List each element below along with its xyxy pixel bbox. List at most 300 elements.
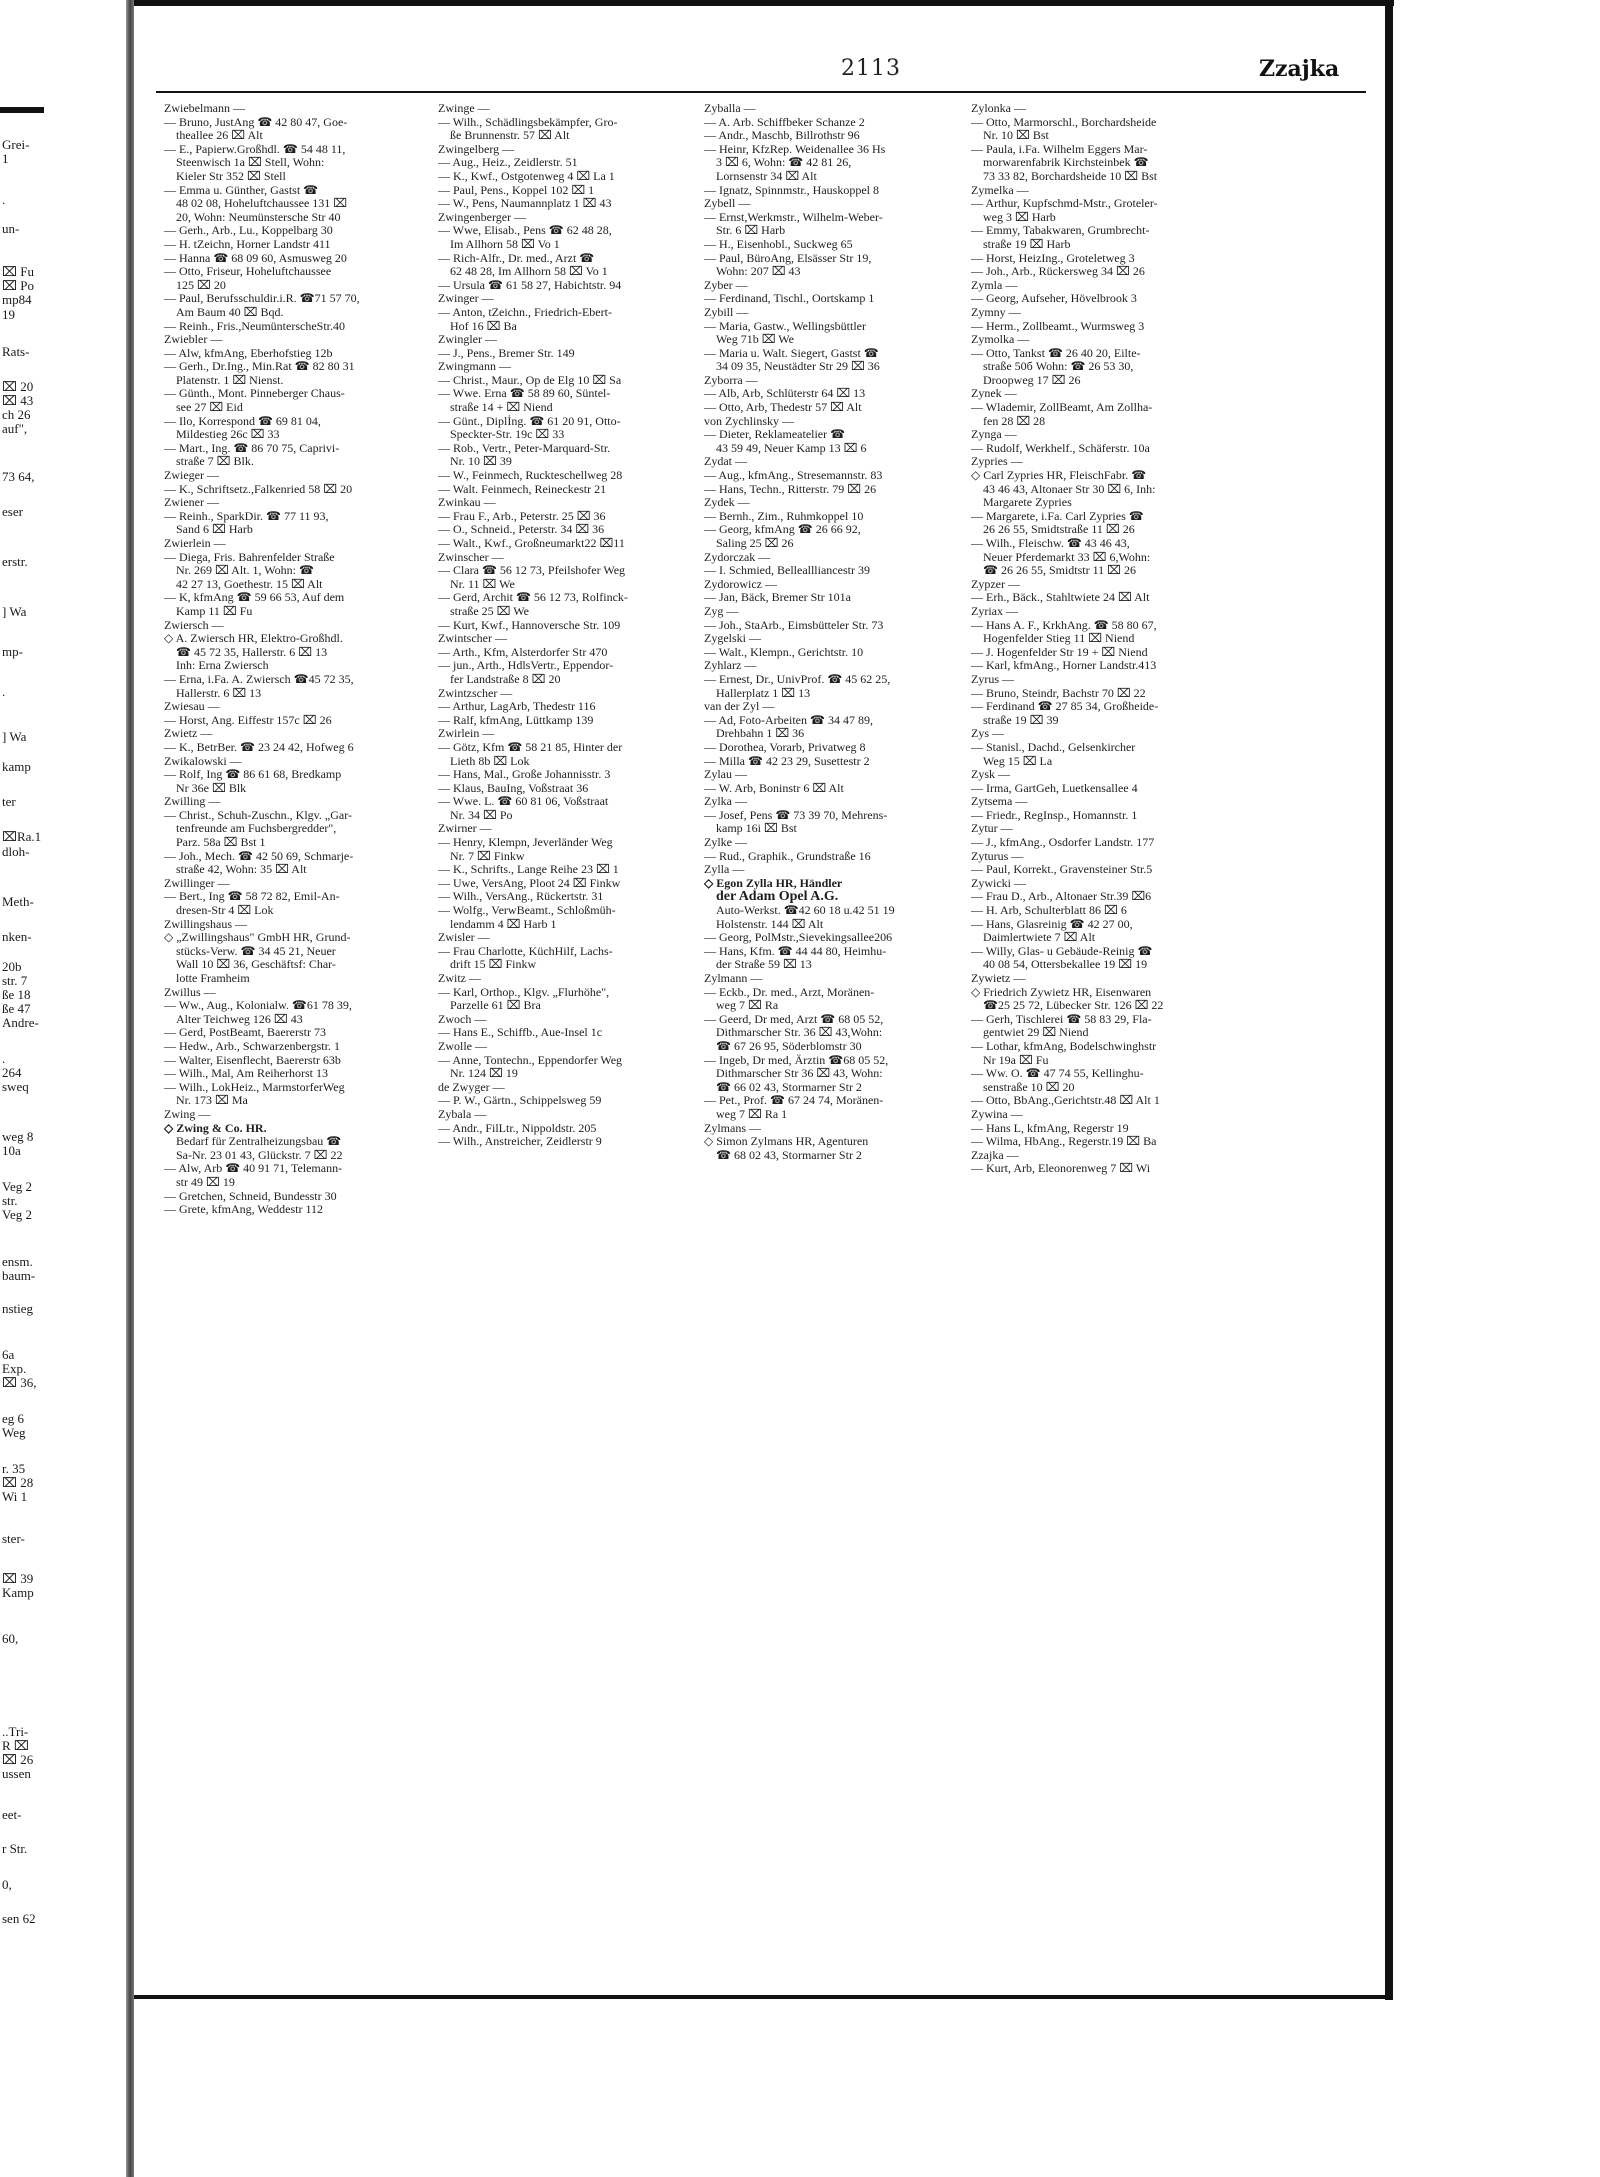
directory-line: — Wilh., VersAng., Rückertstr. 31 [438,890,604,904]
directory-line: van der Zyl — [704,700,775,714]
directory-line: Zydorczak — [704,550,771,564]
directory-line: straße 42, Wohn: 35 ⌧ Alt [176,863,307,877]
previous-page-fragment: ter [2,794,16,809]
directory-line: Zyballa — [704,102,756,115]
previous-page-fragment: ] Wa [2,729,27,744]
previous-page-fragment: ⌧ 28 [2,1475,34,1490]
directory-line: — Josef, Pens ☎ 73 39 70, Mehrens- [704,808,888,822]
directory-line: Mildestieg 26c ⌧ 33 [176,428,280,442]
directory-line: Zwillingshaus — [164,917,247,931]
book-spine [126,0,134,2177]
directory-line: Zyg — [704,604,739,618]
directory-line: — K., Kwf., Ostgotenweg 4 ⌧ La 1 [438,169,615,183]
directory-line: lendamm 4 ⌧ Harb 1 [450,917,557,931]
directory-line: — Frau Charlotte, KüchHilf, Lachs- [438,944,613,958]
directory-line: — K., Schriftsetz.,Falkenried 58 ⌧ 20 [164,482,353,496]
previous-page-fragment: auf", [2,421,28,436]
previous-page-fragment: Wi 1 [2,1489,28,1504]
directory-line: — Gerd, PostBeamt, Baererstr 73 [164,1026,326,1040]
directory-line: der Straße 59 ⌧ 13 [716,958,812,972]
directory-line: Zwintscher — [438,632,507,646]
directory-line: — Hans E., Schiffb., Aue-Insel 1c [438,1026,603,1040]
directory-line: — Paul, Berufsschuldir.i.R. ☎71 57 70, [164,292,360,306]
directory-line: — W., Feinmech, Ruckteschellweg 28 [438,469,623,483]
directory-line: Neuer Pferdemarkt 33 ⌧ 6,Wohn: [983,550,1151,564]
directory-line: stücks-Verw. ☎ 34 45 21, Neuer [176,944,336,958]
directory-line: — Paul, BüroAng, Elsässer Str 19, [704,251,872,265]
directory-line: 3 ⌧ 6, Wohn: ☎ 42 81 26, [716,156,852,170]
column-3 [704,102,964,1162]
directory-line: straße 50б Wohn: ☎ 26 53 30, [983,360,1134,374]
directory-line: — Pet., Prof. ☎ 67 24 74, Moränen- [704,1094,884,1108]
directory-line: — Friedr., RegInsp., Homannstr. 1 [971,808,1138,822]
directory-line: — Grete, kfmAng, Weddestr 112 [164,1203,323,1217]
directory-line: — Margarete, i.Fa. Carl Zypries ☎ [971,509,1144,523]
directory-line: Zylmans — [704,1121,761,1135]
previous-page-fragment: ⌧ Po [2,278,34,293]
directory-line: Wohn: 207 ⌧ 43 [716,265,801,279]
previous-page-fragment: ensm. [2,1254,33,1269]
directory-line: — Hans, Techn., Ritterstr. 79 ⌧ 26 [704,482,877,496]
directory-line: ☎ 66 02 43, Stormarner Str 2 [716,1080,862,1094]
previous-page-fragment: R ⌧ [2,1738,29,1753]
directory-line: — Arthur, LagArb, Thedestr 116 [438,700,596,714]
directory-line: 26 26 55, Smidtstraße 11 ⌧ 26 [983,523,1135,537]
directory-line: straße 7 ⌧ Blk. [176,455,254,469]
directory-line: ◇ A. Zwiersch HR, Elektro-Großhdl. [164,632,343,646]
directory-line: — W. Arb, Boninstr 6 ⌧ Alt [704,781,844,795]
directory-line: von Zychlinsky — [704,414,794,428]
directory-line: — Heinr, KfzRep. Weidenallee 36 Hs [704,142,886,156]
previous-page-fragment: r Str. [2,1841,28,1856]
directory-line: — Wlademir, ZollBeamt, Am Zollha- [971,401,1153,415]
directory-line: kamp 16i ⌧ Bst [716,822,797,836]
directory-line: ☎ 68 02 43, Stormarner Str 2 [716,1148,862,1162]
page-border-bottom [134,1995,1393,1999]
directory-line: — Herm., Zollbeamt., Wurmsweg 3 [971,319,1145,333]
directory-line: — Otto, Friseur, Hoheluftchaussee [164,265,332,279]
directory-line: — O., Schneid., Peterstr. 34 ⌧ 36 [438,523,605,537]
directory-line: Zwietz — [164,727,213,741]
directory-line: — A. Arb. Schiffbeker Schanze 2 [704,115,865,129]
directory-line: — Bruno, Steindr, Bachstr 70 ⌧ 22 [971,686,1146,700]
directory-line: — E., Papierw.Großhdl. ☎ 54 48 11, [164,142,346,156]
directory-line: Zylonka — [971,102,1026,115]
directory-line: — Kurt, Kwf., Hannoversche Str. 109 [438,618,621,632]
directory-line: — Christ., Schuh-Zuschn., Klgv. „Gar- [164,808,352,822]
previous-page-fragment: Veg 2 [2,1207,32,1222]
directory-line: — Willy, Glas- u Gebäude-Reinig ☎ [971,944,1153,958]
directory-line: — Reinh., Fris.,NeumünterscheStr.40 [164,319,345,333]
directory-line: Lornsenstr 34 ⌧ Alt [716,169,817,183]
directory-line: — K., BetrBer. ☎ 23 24 42, Hofweg 6 [164,740,354,754]
directory-line: — Emma u. Günther, Gastst ☎ [164,183,319,197]
previous-page-fragment: 10a [2,1143,21,1158]
directory-line: — Eckb., Dr. med., Arzt, Moränen- [704,985,875,999]
directory-line: Zwintzscher — [438,686,513,700]
directory-line: Weg 15 ⌧ La [983,754,1053,768]
directory-line: Zwisler — [438,931,490,945]
directory-line: — Wwe, Elisab., Pens ☎ 62 48 28, [438,224,612,238]
previous-page-fragment: ster- [2,1531,25,1546]
directory-line: — Ww., Aug., Kolonialw. ☎61 78 39, [164,999,352,1013]
directory-line: — Dorothea, Vorarb, Privatweg 8 [704,740,866,754]
directory-line: ◇ Friedrich Zywietz HR, Eisenwaren [971,985,1152,999]
directory-line: Sa-Nr. 23 01 43, Glückstr. 7 ⌧ 22 [176,1148,343,1162]
directory-line: — Gerd, Archit ☎ 56 12 73, Rolfinck- [438,591,628,605]
directory-line: Zwinge — [438,102,490,115]
directory-line: — Ilo, Korrespond ☎ 69 81 04, [164,414,321,428]
directory-line: Zwinscher — [438,550,504,564]
directory-line: Zwikalowski — [164,754,242,768]
previous-page-fragment: ch 26 [2,407,31,422]
directory-line: — Hans A. F., KrkhAng. ☎ 58 80 67, [971,618,1157,632]
directory-line: — Otto, Tankst ☎ 26 40 20, Eilte- [971,346,1141,360]
directory-line: Zybill — [704,305,749,319]
previous-page-fragment: str. [2,1193,18,1208]
directory-line: Zylka — [704,795,747,809]
directory-line: — Karl, kfmAng., Horner Landstr.413 [971,659,1157,673]
directory-line: — Christ., Maur., Op de Elg 10 ⌧ Sa [438,373,622,387]
directory-line: der Adam Opel A.G. [716,890,839,905]
directory-line: Hallerstr. 6 ⌧ 13 [176,686,262,700]
directory-line: — Erna, i.Fa. A. Zwiersch ☎45 72 35, [164,672,354,686]
directory-line: straße 25 ⌧ We [450,604,529,618]
directory-line: senstraße 10 ⌧ 20 [983,1080,1075,1094]
directory-line: Holstenstr. 144 ⌧ Alt [716,917,824,931]
directory-line: Zydat — [704,455,747,469]
directory-line: — Wilh., Schädlingsbekämpfer, Gro- [438,115,618,129]
directory-line: 40 08 54, Ottersbekallee 19 ⌧ 19 [983,958,1148,972]
directory-line: — Paul, Pens., Koppel 102 ⌧ 1 [438,183,595,197]
directory-line: — Walt., Kwf., Großneumarkt22 ⌧11 [438,537,625,550]
directory-line: — Arthur, Kupfschmd-Mstr., Groteler- [971,197,1158,211]
previous-page-fragment: Exp. [2,1361,27,1376]
directory-line: Daimlertwiete 7 ⌧ Alt [983,931,1096,945]
directory-line: — W., Pens, Naumannplatz 1 ⌧ 43 [438,197,612,211]
directory-line: Am Baum 40 ⌧ Bqd. [176,305,284,319]
directory-line: — Ferdinand, Tischl., Oortskamp 1 [704,292,875,306]
page-number: 2113 [841,56,901,81]
directory-line: — Joh., StaArb., Eimsbütteler Str. 73 [704,618,884,632]
directory-line: straße 14 + ⌧ Niend [450,401,553,415]
directory-line: 48 02 08, Hoheluftchaussee 131 ⌧ [176,197,348,211]
directory-line: Zyrus — [971,672,1014,686]
directory-line: — Diega, Fris. Bahrenfelder Straße [164,550,335,564]
directory-line: straße 19 ⌧ 39 [983,713,1059,727]
directory-line: — Walt., Klempn., Gerichtstr. 10 [704,645,864,659]
directory-line: Speckter-Str. 19c ⌧ 33 [450,428,565,442]
previous-page-fragment: Andre- [2,1015,39,1030]
directory-line: — Alb, Arb, Schlüterstr 64 ⌧ 13 [704,387,866,401]
directory-line: Steenwisch 1a ⌧ Stell, Wohn: [176,156,325,170]
directory-line: str 49 ⌧ 19 [176,1175,235,1189]
directory-line: Zygelski — [704,632,761,646]
directory-line: Zymolka — [971,333,1030,347]
directory-line: Zybala — [438,1107,487,1121]
directory-line: — Uwe, VersAng, Ploot 24 ⌧ Finkw [438,876,621,890]
directory-line: 43 59 49, Neuer Kamp 13 ⌧ 6 [716,441,867,455]
directory-line: — Paula, i.Fa. Wilhelm Eggers Mar- [971,142,1148,156]
directory-line: Hallerplatz 1 ⌧ 13 [716,686,811,700]
directory-line: — Walt. Feinmech, Reineckestr 21 [438,482,607,496]
directory-line: — J. Hogenfelder Str 19 + ⌧ Niend [971,645,1148,659]
previous-page-fragment: Weg [2,1425,26,1440]
directory-line: Wall 10 ⌧ 36, Geschäftsf: Char- [176,958,336,972]
directory-line: 43 46 43, Altonaer Str 30 ⌧ 6, Inh: [983,482,1156,496]
directory-line: Zwierlein — [164,537,226,550]
previous-page-fragment: ⌧ 26 [2,1752,34,1767]
directory-line: — Ingeb, Dr med, Ärztin ☎68 05 52, [704,1053,889,1067]
directory-line: Weg 71b ⌧ We [716,333,794,347]
directory-line: — Gretchen, Schneid, Bundesstr 30 [164,1189,337,1203]
directory-line: drift 15 ⌧ Finkw [450,958,537,972]
directory-line: — Rudolf, Werkhelf., Schäferstr. 10a [971,441,1150,455]
directory-line: Str. 6 ⌧ Harb [716,224,786,238]
directory-line: weg 7 ⌧ Ra [716,999,779,1013]
directory-line: Zwingenberger — [438,210,527,224]
directory-line: Zwiener — [164,496,219,510]
directory-line: Zyhlarz — [704,659,757,673]
previous-page-fragment: 60, [2,1631,19,1646]
directory-line: — Hedw., Arb., Schwarzenbergstr. 1 [164,1039,340,1053]
header-rule [156,91,1366,93]
directory-line: Zwingmann — [438,360,511,374]
directory-line: — J., Pens., Bremer Str. 149 [438,346,575,360]
previous-page-fragment: 73 64, [2,469,35,484]
directory-line: — Wilh., Anstreicher, Zeidlerstr 9 [438,1135,602,1149]
previous-page-fragment: ⌧ 20 [2,379,34,394]
directory-line: — Stanisl., Dachd., Gelsenkircher [971,740,1136,754]
previous-page-fragment: ussen [2,1766,31,1781]
directory-line: — Geerd, Dr med, Arzt ☎ 68 05 52, [704,1012,884,1026]
directory-line: — Lothar, kfmAng, Bodelschwinghstr [971,1039,1157,1053]
directory-line: — Aug., Heiz., Zeidlerstr. 51 [438,156,578,170]
previous-page-fragment: Veg 2 [2,1179,32,1194]
previous-page-fragment: sweq [2,1079,29,1094]
previous-page-fragment: eser [2,504,23,519]
directory-line: Hogenfelder Stieg 11 ⌧ Niend [983,632,1135,646]
previous-page-fragment: baum- [2,1268,36,1283]
previous-page-fragment: nstieg [2,1301,34,1316]
directory-line: Zypzer — [971,577,1020,591]
directory-line: — Bernh., Zim., Ruhmkoppel 10 [704,509,864,523]
previous-page-fragment: nken- [2,929,32,944]
previous-page-fragment: ße 47 [2,1001,31,1016]
directory-line: — Georg, PolMstr.,Sievekingsallee206 [704,931,893,945]
directory-line: — Rud., Graphik., Grundstraße 16 [704,849,871,863]
directory-line: — Gerh, Tischlerei ☎ 58 83 29, Fla- [971,1012,1152,1026]
directory-line: — H. tZeichn, Horner Landstr 411 [164,237,331,251]
previous-page-fragment: kamp [2,759,31,774]
directory-line: — Anton, tZeichn., Friedrich-Ebert- [438,305,612,319]
directory-line: Nr. 7 ⌧ Finkw [450,849,525,863]
previous-page-fragment: 264 [2,1065,22,1080]
previous-page-fragment: . [2,192,6,207]
directory-line: Nr 19a ⌧ Fu [983,1053,1049,1067]
previous-page-fragment: ⌧ 43 [2,393,34,408]
directory-line: Zwing — [164,1107,211,1121]
directory-line: — Wilh., Mal, Am Reiherhorst 13 [164,1067,328,1081]
directory-line: Bedarf für Zentralheizungsbau ☎ [176,1135,342,1149]
directory-line: Zytsema — [971,795,1028,809]
directory-line: 125 ⌧ 20 [176,278,226,292]
directory-line: Nr. 11 ⌧ We [450,577,515,591]
directory-line: — Wilma, HbAng., Regerstr.19 ⌧ Ba [971,1135,1157,1149]
directory-line: Nr. 10 ⌧ Bst [983,129,1049,143]
directory-line: — Alw, Arb ☎ 40 91 71, Telemann- [164,1162,343,1176]
directory-line: Zwiebler — [164,333,223,347]
directory-line: — Erh., Bäck., Stahltwiete 24 ⌧ Alt [971,591,1150,605]
directory-line: Zywietz — [971,972,1026,985]
directory-line: — K., Schrifts., Lange Reihe 23 ⌧ 1 [438,863,619,877]
previous-page-fragment: eg 6 [2,1411,25,1426]
directory-line: — Frau D., Arb., Altonaer Str.39 ⌧6 [971,890,1152,904]
directory-line: — Mart., Ing. ☎ 86 70 75, Caprivi- [164,441,340,455]
directory-line: — Wwe. Erna ☎ 58 89 60, Süntel- [438,387,611,401]
column-4 [971,102,1231,1176]
directory-line: — Maria u. Walt. Siegert, Gastst ☎ [704,346,879,360]
directory-line: Inh: Erna Zwiersch [176,659,269,673]
directory-line: — Andr., Maschb, Billrothstr 96 [704,129,860,143]
directory-line: — Jan, Bäck, Bremer Str 101a [704,591,851,605]
directory-line: — Wilh., LokHeiz., MarmstorferWeg [164,1080,345,1094]
directory-line: Zypries — [971,455,1023,469]
directory-line: ◇ Zwing & Co. HR. [164,1121,267,1135]
directory-line: — Arth., Kfm, Alsterdorfer Str 470 [438,645,608,659]
directory-line: fer Landstraße 8 ⌧ 20 [450,672,561,686]
directory-line: straße 19 ⌧ Harb [983,237,1071,251]
previous-page-fragment: 20b [2,959,22,974]
directory-line: Zynek — [971,387,1017,401]
directory-line: Zyborra — [704,373,758,387]
directory-line: Zwinger — [438,292,494,306]
column-2 [438,102,698,1149]
directory-line: — Aug., kfmAng., Stresemannstr. 83 [704,469,883,483]
directory-line: fen 28 ⌧ 28 [983,414,1046,428]
directory-line: ◇ Egon Zylla HR, Händler [704,876,843,890]
directory-line: Lieth 8b ⌧ Lok [450,754,530,768]
directory-line: — Günt., Diplİng. ☎ 61 20 91, Otto- [438,414,621,428]
directory-line: — Günth., Mont. Pinneberger Chaus- [164,387,345,401]
directory-line: Zybell — [704,197,751,211]
directory-line: Droopweg 17 ⌧ 26 [983,373,1081,387]
directory-line: — K, kfmAng ☎ 59 66 53, Auf dem [164,591,345,605]
directory-line: — Hans, Mal., Große Johannisstr. 3 [438,768,611,782]
directory-line: ☎25 25 72, Lübecker Str. 126 ⌧ 22 [983,999,1164,1013]
directory-line: — Milla ☎ 42 23 29, Susettestr 2 [704,754,870,768]
directory-line: — Wilh., Fleischw. ☎ 43 46 43, [971,537,1130,550]
previous-page-fragment: ⌧ 36, [2,1375,37,1390]
directory-line: 42 27 13, Goethestr. 15 ⌧ Alt [176,577,323,591]
directory-line: Zwillinger — [164,876,230,890]
directory-line: — Andr., FilLtr., Nippoldstr. 205 [438,1121,597,1135]
previous-page-fragment: mp84 [2,292,32,307]
directory-line: — Rich-Alfr., Dr. med., Arzt ☎ [438,251,595,265]
directory-line: Zwiesau — [164,700,220,714]
directory-line: — Ad, Foto-Arbeiten ☎ 34 47 89, [704,713,873,727]
directory-line: Zys — [971,727,1004,741]
directory-line: — Ernst,Werkmstr., Wilhelm-Weber- [704,210,883,224]
previous-page-fragment: Rats- [2,344,30,359]
previous-page-fragment: . [2,1051,6,1066]
directory-line: dresen-Str 4 ⌧ Lok [176,904,274,918]
directory-line: — Henry, Klempn, Jeverländer Weg [438,836,613,850]
previous-page-strip [0,0,128,2177]
directory-line: gentwiet 29 ⌧ Niend [983,1026,1089,1040]
directory-line: Nr. 10 ⌧ 39 [450,455,512,469]
directory-line: Kieler Str 352 ⌧ Stell [176,169,286,183]
previous-page-fragment: ..Tri- [2,1724,29,1739]
directory-line: — Bruno, JustAng ☎ 42 80 47, Goe- [164,115,348,129]
directory-line: — Rolf, Ing ☎ 86 61 68, Bredkamp [164,768,342,782]
directory-line: Hof 16 ⌧ Ba [450,319,517,333]
directory-line: ☎ 67 26 95, Söderblomstr 30 [716,1039,862,1053]
directory-line: ße Brunnenstr. 57 ⌧ Alt [450,129,570,143]
directory-line: Zylau — [704,768,747,782]
directory-line: Zwingelberg — [438,142,515,156]
directory-line: 20, Wohn: Neumünstersche Str 40 [176,210,341,224]
directory-line: — I. Schmied, Belleallliancestr 39 [704,564,870,578]
directory-line: Saling 25 ⌧ 26 [716,537,794,550]
directory-line: — Hans L, kfmAng, Regerstr 19 [971,1121,1129,1135]
directory-line: Zymny — [971,305,1021,319]
column-1 [164,102,424,1217]
directory-line: — Maria, Gastw., Wellingsbüttler [704,319,867,333]
directory-line: 62 48 28, Im Allhorn 58 ⌧ Vo 1 [450,265,608,279]
directory-line: — Kurt, Arb, Eleonorenweg 7 ⌧ Wi [971,1162,1151,1176]
directory-line: weg 3 ⌧ Harb [983,210,1056,224]
directory-line: ◇ „Zwillingshaus" GmbH HR, Grund- [164,931,351,945]
previous-page-fragment: sen 62 [2,1911,36,1926]
directory-line: Zylke — [704,836,747,850]
directory-line: Zywicki — [971,876,1026,890]
directory-line: — Ww. O. ☎ 47 74 55, Kellinghu- [971,1067,1144,1081]
directory-line: — Horst, HeizIng., Groteletweg 3 [971,251,1135,265]
running-head: Zzajka [1259,56,1340,82]
directory-line: — Karl, Orthop., Klgv. „Flurhöhe", [438,985,610,999]
directory-line: — J., kfmAng., Osdorfer Landstr. 177 [971,836,1155,850]
directory-line: Zwirlein — [438,727,495,741]
directory-line: — H., Eisenhobl., Suckweg 65 [704,237,853,251]
previous-page-fragment: 1 [2,151,9,166]
directory-line: Zwingler — [438,333,497,347]
directory-line: Nr 36e ⌧ Blk [176,781,247,795]
directory-line: 73 33 82, Borchardsheide 10 ⌧ Bst [983,169,1158,183]
directory-line: morwarenfabrik Kirchsteinbek ☎ [983,156,1149,170]
directory-line: — Götz, Kfm ☎ 58 21 85, Hinter der [438,740,623,754]
directory-line: — Reinh., SparkDir. ☎ 77 11 93, [164,509,329,523]
previous-page-fragment: dloh- [2,844,30,859]
directory-line: Platenstr. 1 ⌧ Nienst. [176,373,284,387]
directory-line: Nr. 34 ⌧ Po [450,808,513,822]
directory-page [134,6,1385,1995]
directory-line: — Emmy, Tabakwaren, Grumbrecht- [971,224,1150,238]
previous-page-fragment: 0, [2,1877,12,1892]
previous-page-fragment: ] Wa [2,604,27,619]
previous-page-fragment: weg 8 [2,1129,34,1144]
directory-line: ◇ Simon Zylmans HR, Agenturen [704,1135,869,1149]
directory-line: Zyriax — [971,604,1018,618]
directory-line: Zylmann — [704,972,763,985]
directory-line: — Otto, BbAng.,Gerichtstr.48 ⌧ Alt 1 [971,1094,1160,1108]
directory-line: Auto-Werkst. ☎42 60 18 u.42 51 19 [716,904,895,918]
previous-page-fragment: erstr. [2,554,28,569]
directory-line: — Hans, Glasreinig ☎ 42 27 00, [971,917,1133,931]
directory-line: Parz. 58a ⌧ Bst 1 [176,836,266,850]
directory-line: Zyber — [704,278,748,292]
directory-line: — H. Arb, Schulterblatt 86 ⌧ 6 [971,904,1127,918]
